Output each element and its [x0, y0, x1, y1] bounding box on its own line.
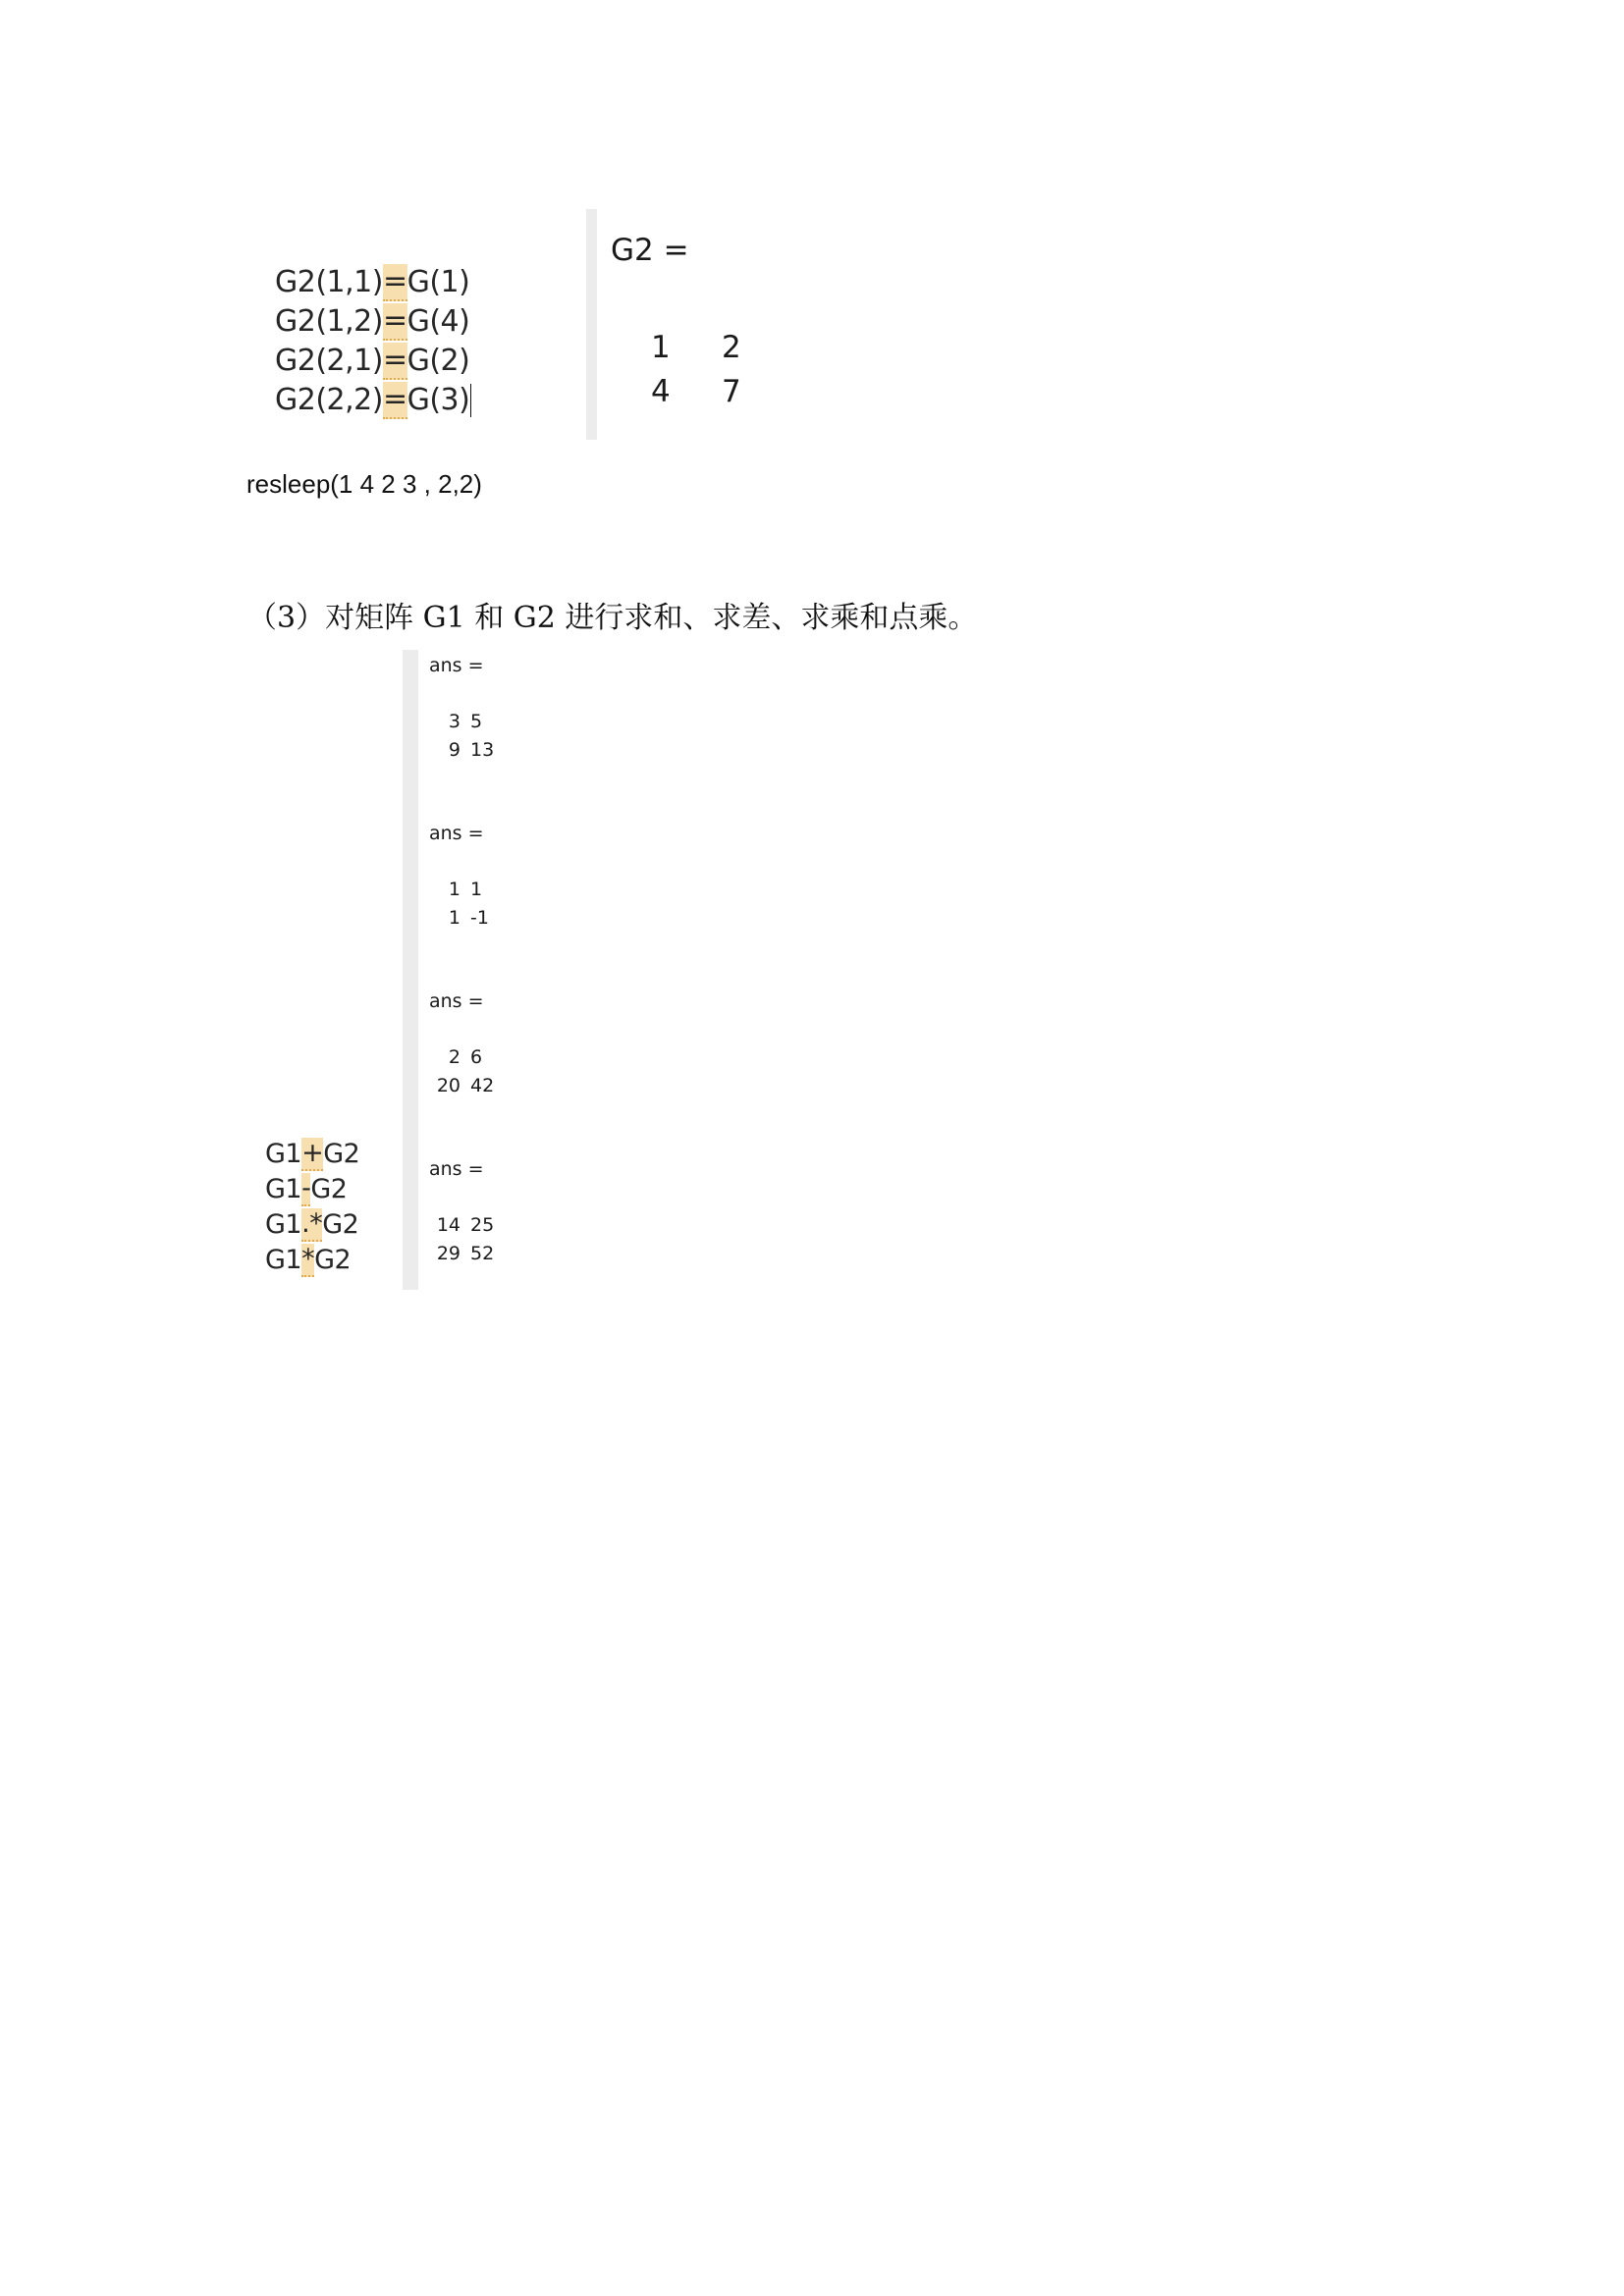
- code-lhs: G2(1,2): [275, 304, 383, 339]
- ans-matrix: [429, 1042, 508, 1099]
- code-line: [265, 1243, 359, 1278]
- matrix-row: [429, 1071, 508, 1099]
- matrix-cell: 7: [722, 373, 741, 409]
- code-rhs: G2: [322, 1209, 359, 1240]
- code-rhs: G(1): [406, 265, 470, 299]
- code-lhs: G1: [265, 1139, 302, 1169]
- highlighted-operator: =: [383, 264, 407, 301]
- code-line: [265, 1137, 359, 1172]
- command-window-output-g2: [586, 209, 774, 440]
- highlighted-operator: +: [301, 1138, 323, 1171]
- matrix-cell: 14: [436, 1213, 460, 1236]
- highlighted-operator: =: [383, 303, 407, 341]
- code-lhs: G1: [265, 1174, 302, 1204]
- section-heading: （3）对矩阵 G1 和 G2 进行求和、求差、求乘和点乘。: [247, 601, 978, 635]
- code-line: [275, 302, 471, 342]
- matrix-cell: 2: [448, 1045, 460, 1068]
- matrix-cell: 1: [470, 878, 483, 900]
- editor-snippet-indexing: [275, 263, 471, 420]
- matrix-cell: -1: [470, 906, 489, 929]
- matrix-cell: 5: [470, 710, 483, 732]
- code-lhs: G1: [265, 1209, 302, 1240]
- code-rhs: G(2): [406, 344, 470, 378]
- ans-label: ans =: [429, 823, 484, 844]
- matrix-row: [429, 903, 508, 932]
- matrix-row: [429, 1042, 508, 1071]
- command-window-output-ops: [403, 650, 654, 1290]
- reshape-note: resleep(1 4 2 3 , 2,2): [246, 469, 482, 499]
- ans-matrix: [429, 875, 508, 932]
- matrix-cell: 13: [470, 738, 495, 761]
- output-matrix: [651, 325, 792, 413]
- matrix-row: [429, 875, 508, 903]
- code-line: [265, 1207, 359, 1243]
- matrix-cell: 9: [448, 738, 460, 761]
- matrix-cell: 25: [470, 1213, 495, 1236]
- matrix-row: [429, 735, 508, 764]
- highlighted-operator: *: [301, 1244, 314, 1277]
- ans-output-difference: [429, 820, 508, 932]
- ans-matrix: [429, 707, 508, 764]
- ans-label: ans =: [429, 655, 484, 676]
- code-lhs: G2(2,1): [275, 344, 383, 378]
- matrix-cell: 52: [470, 1242, 495, 1264]
- output-variable-title: G2 =: [611, 233, 689, 268]
- ans-label: ans =: [429, 1158, 484, 1180]
- code-lhs: G2(1,1): [275, 265, 383, 299]
- ans-output-matrix-product: [429, 1155, 508, 1267]
- code-line: [275, 342, 471, 381]
- matrix-row: [651, 325, 792, 369]
- matrix-cell: 3: [448, 710, 460, 732]
- highlighted-operator: =: [383, 343, 407, 380]
- code-line: [265, 1172, 359, 1207]
- code-lhs: G2(2,2): [275, 383, 383, 417]
- matrix-cell: 29: [436, 1242, 460, 1264]
- code-rhs: G2: [323, 1139, 360, 1169]
- highlighted-operator: -: [301, 1173, 310, 1206]
- code-lhs: G1: [265, 1245, 302, 1275]
- matrix-cell: 4: [651, 373, 671, 409]
- code-line: [275, 263, 471, 302]
- code-rhs: G(3): [406, 383, 470, 417]
- matrix-cell: 20: [436, 1074, 460, 1096]
- matrix-cell: 1: [651, 329, 671, 365]
- matrix-row: [429, 1210, 508, 1239]
- ans-matrix: [429, 1210, 508, 1267]
- code-line: [275, 381, 471, 420]
- editor-snippet-operations: [265, 1137, 359, 1278]
- matrix-cell: 6: [470, 1045, 483, 1068]
- code-rhs: G2: [314, 1245, 352, 1275]
- matrix-row: [651, 369, 792, 413]
- ans-output-sum: [429, 652, 508, 764]
- matrix-cell: 1: [448, 878, 460, 900]
- code-rhs: G(4): [406, 304, 470, 339]
- matrix-cell: 1: [448, 906, 460, 929]
- matrix-cell: 2: [722, 329, 741, 365]
- code-rhs: G2: [310, 1174, 348, 1204]
- highlighted-operator: =: [383, 382, 407, 419]
- matrix-row: [429, 1239, 508, 1267]
- ans-output-elementwise-product: [429, 988, 508, 1099]
- highlighted-operator: .*: [301, 1208, 322, 1242]
- matrix-cell: 42: [470, 1074, 495, 1096]
- matrix-row: [429, 707, 508, 735]
- ans-label: ans =: [429, 990, 484, 1012]
- text-caret: [470, 384, 471, 417]
